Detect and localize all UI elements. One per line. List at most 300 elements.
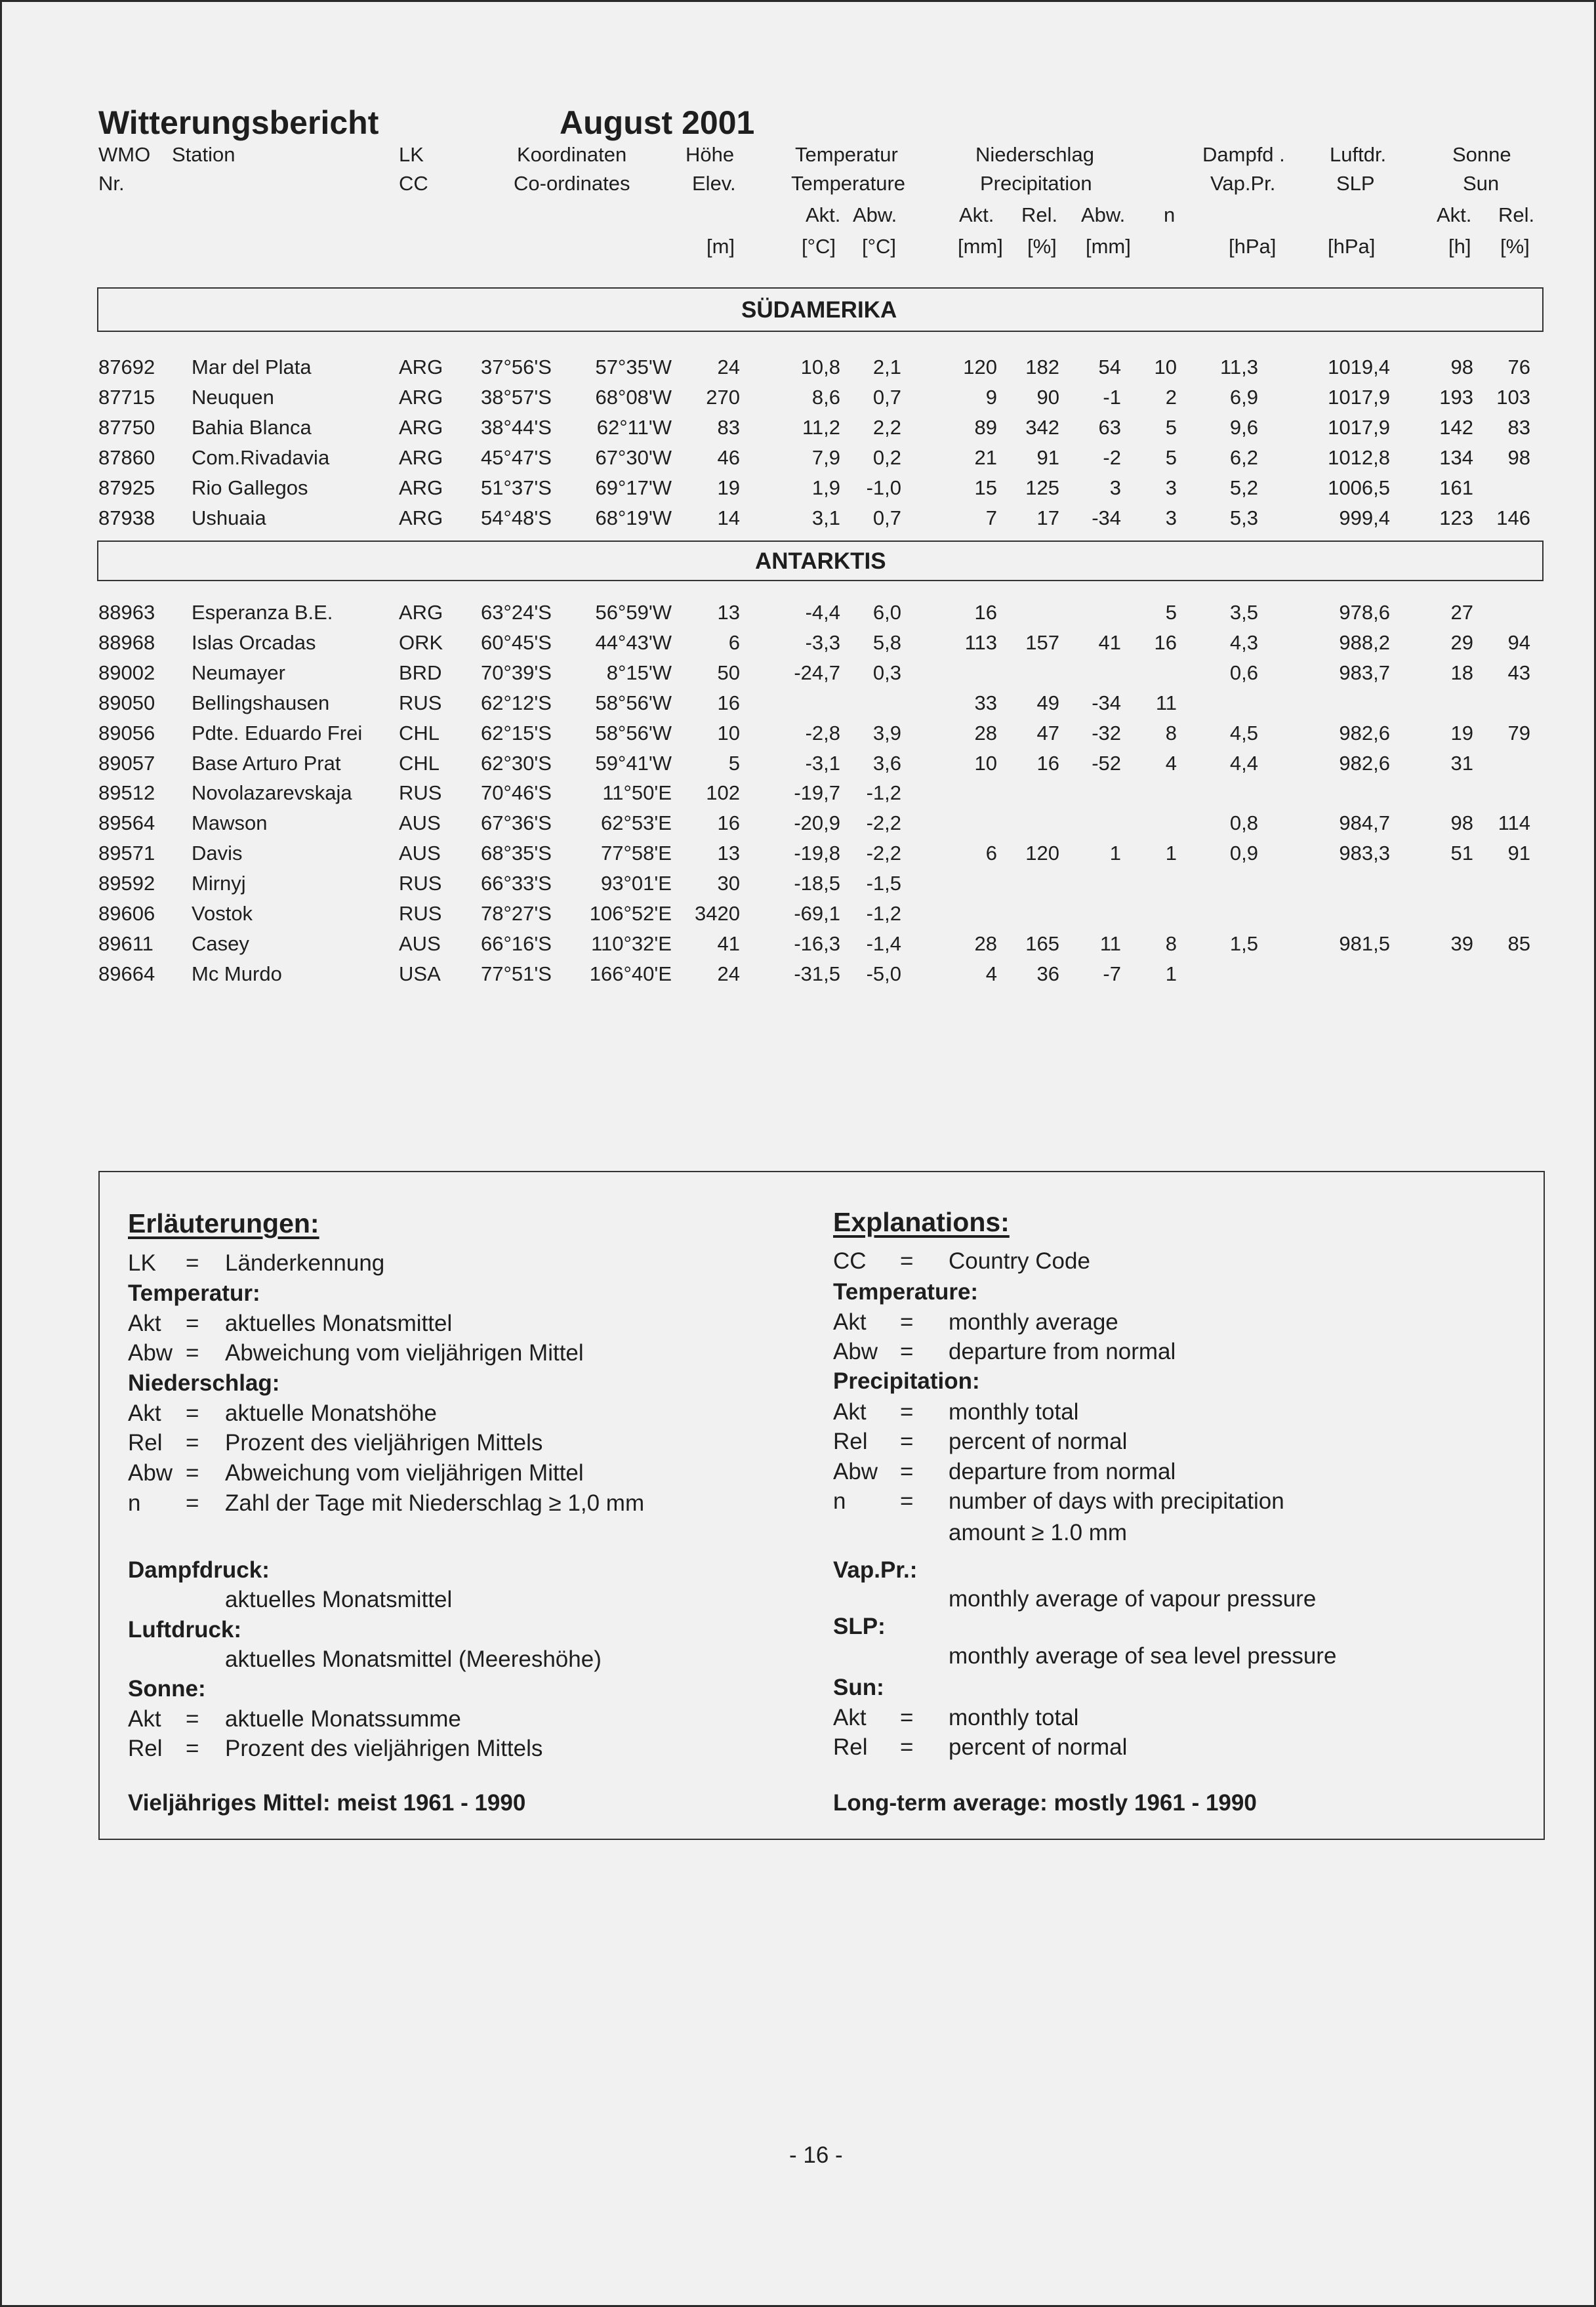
cell-nr: 89606 bbox=[98, 902, 155, 925]
explanation-subheading: Niederschlag: bbox=[128, 1370, 280, 1396]
cell-p-abw: 3 bbox=[1109, 476, 1121, 499]
cell-lon: 44°43'W bbox=[595, 630, 672, 654]
cell-vap: 0,9 bbox=[1229, 842, 1258, 865]
cell-n: 8 bbox=[1165, 931, 1177, 955]
cell-cc: ARG bbox=[399, 385, 443, 409]
explanation-abbreviation: n bbox=[128, 1490, 141, 1516]
cell-elev: 13 bbox=[717, 842, 740, 865]
cell-station: Casey bbox=[192, 931, 249, 955]
header-coordinates: Co-ordinates bbox=[514, 172, 630, 195]
cell-s-rel: 94 bbox=[1507, 630, 1530, 654]
cell-lon: 58°56'W bbox=[595, 721, 672, 745]
header-temp-unit-abw: [°C] bbox=[862, 235, 897, 258]
explanation-text: amount ≥ 1.0 mm bbox=[949, 1520, 1128, 1545]
cell-p-akt: 33 bbox=[974, 691, 997, 714]
explanation-abbreviation: Akt bbox=[128, 1311, 161, 1336]
cell-n: 16 bbox=[1154, 630, 1177, 654]
explanation-abbreviation: Akt bbox=[128, 1400, 161, 1426]
cell-lat: 62°15'S bbox=[481, 721, 552, 745]
explanation-subheading: Sun: bbox=[833, 1675, 884, 1700]
cell-p-akt: 21 bbox=[974, 445, 997, 469]
header-prec-unit-akt: [mm] bbox=[958, 235, 1003, 258]
section-title-antarktis: ANTARKTIS bbox=[755, 548, 886, 574]
cell-p-abw: 41 bbox=[1098, 630, 1121, 654]
explanations-heading: Explanations: bbox=[833, 1207, 1010, 1237]
header-temperatur: Temperatur bbox=[795, 143, 898, 166]
cell-station: Novolazarevskaja bbox=[192, 781, 352, 805]
cell-cc: RUS bbox=[399, 691, 442, 714]
cell-elev: 16 bbox=[717, 811, 740, 835]
header-wmo: WMO bbox=[98, 143, 151, 166]
explanation-equals: = bbox=[900, 1488, 914, 1514]
header-station: Station bbox=[172, 143, 235, 166]
cell-slp: 1019,4 bbox=[1328, 356, 1390, 378]
cell-lon: 8°15'W bbox=[606, 661, 672, 684]
explanation-equals: = bbox=[186, 1706, 199, 1732]
header-niederschlag: Niederschlag bbox=[975, 143, 1094, 166]
cell-lat: 77°51'S bbox=[481, 962, 552, 985]
cell-s-rel: 91 bbox=[1507, 842, 1530, 865]
cell-t-abw: -1,5 bbox=[866, 872, 901, 895]
cell-lon: 57°35'W bbox=[595, 356, 672, 378]
cell-t-akt: -2,8 bbox=[805, 721, 840, 745]
cell-nr: 89512 bbox=[98, 781, 155, 805]
cell-vap: 0,8 bbox=[1229, 811, 1258, 835]
cell-lat: 51°37'S bbox=[481, 476, 552, 499]
cell-nr: 89057 bbox=[98, 751, 155, 775]
header-precipitation: Precipitation bbox=[980, 172, 1092, 195]
report-month: August 2001 bbox=[560, 104, 755, 141]
cell-s-rel: 85 bbox=[1507, 931, 1530, 955]
cell-vap: 3,5 bbox=[1229, 601, 1258, 624]
cell-lon: 68°08'W bbox=[595, 385, 672, 409]
explanation-equals: = bbox=[900, 1705, 914, 1730]
explanation-abbreviation: Abw bbox=[833, 1339, 878, 1364]
explanation-abbreviation: Abw bbox=[128, 1460, 173, 1486]
cell-p-rel: 17 bbox=[1036, 506, 1059, 529]
cell-n: 1 bbox=[1165, 962, 1177, 985]
header-temp-unit-akt: [°C] bbox=[802, 235, 836, 258]
cell-lat: 68°35'S bbox=[481, 842, 552, 865]
cell-cc: CHL bbox=[399, 751, 440, 775]
cell-s-rel: 103 bbox=[1496, 385, 1530, 409]
cell-lat: 66°16'S bbox=[481, 931, 552, 955]
cell-s-rel: 146 bbox=[1496, 506, 1530, 529]
explanation-text: departure from normal bbox=[949, 1459, 1176, 1484]
cell-t-akt: -24,7 bbox=[794, 661, 840, 684]
explanation-abbreviation: Rel bbox=[833, 1429, 868, 1454]
cell-s-akt: 19 bbox=[1450, 721, 1473, 745]
explanation-equals: = bbox=[186, 1736, 199, 1761]
cell-cc: ARG bbox=[399, 506, 443, 529]
cell-lat: 54°48'S bbox=[481, 506, 552, 529]
cell-lat: 70°46'S bbox=[481, 781, 552, 805]
header-hoehe: Höhe bbox=[685, 143, 735, 166]
explanation-equals: = bbox=[900, 1248, 914, 1274]
cell-s-rel: 76 bbox=[1507, 356, 1530, 378]
cell-t-abw: -1,0 bbox=[866, 476, 901, 499]
cell-lon: 77°58'E bbox=[601, 842, 672, 865]
header-nr: Nr. bbox=[98, 172, 125, 195]
cell-s-akt: 29 bbox=[1450, 630, 1473, 654]
cell-t-akt: 11,2 bbox=[802, 415, 840, 439]
explanation-equals: = bbox=[186, 1250, 199, 1276]
cell-p-abw: -52 bbox=[1092, 751, 1121, 775]
cell-lat: 62°12'S bbox=[481, 691, 552, 714]
cell-lat: 38°44'S bbox=[481, 415, 552, 439]
cell-lon: 58°56'W bbox=[595, 691, 672, 714]
cell-t-akt: -69,1 bbox=[794, 902, 840, 925]
cell-t-akt: -4,4 bbox=[805, 601, 840, 624]
explanation-text: percent of normal bbox=[949, 1734, 1128, 1760]
cell-s-rel: 79 bbox=[1507, 721, 1530, 745]
explanation-equals: = bbox=[186, 1460, 199, 1486]
cell-nr: 89056 bbox=[98, 721, 155, 745]
cell-n: 8 bbox=[1165, 721, 1177, 745]
cell-n: 11 bbox=[1155, 691, 1177, 714]
cell-p-rel: 120 bbox=[1025, 842, 1059, 865]
cell-t-akt: -19,8 bbox=[794, 842, 840, 865]
cell-s-akt: 31 bbox=[1450, 751, 1473, 775]
cell-elev: 102 bbox=[706, 781, 740, 805]
cell-n: 3 bbox=[1165, 476, 1177, 499]
cell-t-akt: -16,3 bbox=[794, 931, 840, 955]
cell-lon: 110°32'E bbox=[591, 931, 672, 955]
cell-p-akt: 28 bbox=[974, 931, 997, 955]
cell-station: Com.Rivadavia bbox=[192, 445, 330, 469]
cell-elev: 50 bbox=[717, 661, 740, 684]
cell-n: 5 bbox=[1165, 445, 1177, 469]
cell-station: Bahia Blanca bbox=[192, 415, 312, 439]
cell-vap: 9,6 bbox=[1229, 415, 1258, 439]
cell-t-abw: -1,2 bbox=[866, 781, 901, 805]
cell-cc: BRD bbox=[399, 661, 442, 684]
explanation-subheading: Temperature: bbox=[833, 1279, 979, 1305]
cell-station: Mc Murdo bbox=[192, 962, 282, 985]
cell-nr: 88968 bbox=[98, 630, 155, 654]
header-prec-unit-rel: [%] bbox=[1027, 235, 1057, 258]
cell-nr: 89564 bbox=[98, 811, 155, 835]
cell-slp: 999,4 bbox=[1339, 506, 1390, 529]
header-sonne: Sonne bbox=[1452, 143, 1511, 166]
cell-lon: 59°41'W bbox=[595, 751, 672, 775]
explanation-abbreviation: Akt bbox=[833, 1309, 867, 1335]
explanation-equals: = bbox=[186, 1340, 199, 1366]
cell-lat: 38°57'S bbox=[481, 385, 552, 409]
header-unit-hpa1: [hPa] bbox=[1229, 235, 1277, 258]
cell-slp: 982,6 bbox=[1339, 721, 1390, 745]
explanation-equals: = bbox=[186, 1311, 199, 1336]
cell-nr: 89664 bbox=[98, 962, 155, 985]
explanation-subheading: Long-term average: mostly 1961 - 1990 bbox=[833, 1790, 1257, 1816]
cell-lon: 62°11'W bbox=[596, 415, 672, 439]
cell-elev: 3420 bbox=[695, 902, 740, 925]
header-slp: SLP bbox=[1336, 172, 1375, 195]
cell-elev: 24 bbox=[717, 962, 740, 985]
cell-slp: 984,7 bbox=[1339, 811, 1390, 835]
cell-cc: CHL bbox=[399, 721, 440, 745]
cell-cc: ARG bbox=[399, 415, 443, 439]
explanation-equals: = bbox=[186, 1430, 199, 1456]
cell-p-akt: 9 bbox=[985, 385, 997, 409]
cell-elev: 41 bbox=[717, 931, 740, 955]
cell-p-akt: 28 bbox=[974, 721, 997, 745]
cell-nr: 87925 bbox=[98, 476, 155, 499]
cell-lat: 62°30'S bbox=[481, 751, 552, 775]
cell-t-akt: -20,9 bbox=[794, 811, 840, 835]
cell-s-akt: 98 bbox=[1450, 356, 1473, 378]
cell-s-akt: 27 bbox=[1450, 601, 1473, 624]
cell-t-abw: -1,2 bbox=[866, 902, 901, 925]
cell-t-akt: -3,3 bbox=[805, 630, 840, 654]
cell-p-akt: 113 bbox=[964, 630, 997, 654]
header-unit-hpa2: [hPa] bbox=[1328, 235, 1376, 258]
cell-station: Bellingshausen bbox=[192, 691, 330, 714]
cell-station: Neumayer bbox=[192, 661, 285, 684]
cell-lat: 67°36'S bbox=[481, 811, 552, 835]
cell-elev: 14 bbox=[717, 506, 740, 529]
explanation-subheading: Precipitation: bbox=[833, 1368, 980, 1394]
cell-station: Neuquen bbox=[192, 385, 274, 409]
header-sun-unit-akt: [h] bbox=[1448, 235, 1471, 258]
cell-p-akt: 15 bbox=[974, 476, 997, 499]
cell-elev: 16 bbox=[717, 691, 740, 714]
header-prec-abw: Abw. bbox=[1081, 203, 1126, 226]
cell-slp: 1006,5 bbox=[1328, 476, 1390, 499]
cell-vap: 4,5 bbox=[1229, 721, 1258, 745]
cell-p-rel: 157 bbox=[1025, 630, 1059, 654]
cell-t-akt: 7,9 bbox=[811, 445, 840, 469]
explanation-subheading: Sonne: bbox=[128, 1676, 206, 1702]
cell-station: Vostok bbox=[192, 902, 253, 925]
explanation-abbreviation: Abw bbox=[128, 1340, 173, 1366]
cell-t-abw: -2,2 bbox=[866, 811, 901, 835]
explanation-equals: = bbox=[186, 1490, 199, 1516]
cell-p-rel: 342 bbox=[1025, 415, 1059, 439]
cell-nr: 87715 bbox=[98, 385, 155, 409]
cell-t-abw: 3,6 bbox=[872, 751, 901, 775]
cell-cc: AUS bbox=[399, 842, 441, 865]
header-prec-akt: Akt. bbox=[959, 203, 994, 226]
cell-t-akt: -18,5 bbox=[794, 872, 840, 895]
cell-elev: 6 bbox=[728, 630, 740, 654]
cell-p-abw: -2 bbox=[1103, 445, 1121, 469]
cell-t-abw: 0,2 bbox=[872, 445, 901, 469]
cell-t-akt: -3,1 bbox=[805, 751, 840, 775]
cell-station: Pdte. Eduardo Frei bbox=[192, 721, 363, 745]
cell-p-rel: 36 bbox=[1036, 962, 1059, 985]
cell-slp: 1017,9 bbox=[1328, 415, 1390, 439]
cell-nr: 87692 bbox=[98, 356, 155, 378]
explanation-subheading: Luftdruck: bbox=[128, 1617, 242, 1643]
cell-elev: 24 bbox=[717, 356, 740, 378]
explanation-text: Country Code bbox=[949, 1248, 1090, 1274]
page-number: - 16 - bbox=[789, 2142, 843, 2168]
cell-station: Islas Orcadas bbox=[192, 630, 316, 654]
explanation-text: monthly average of sea level pressure bbox=[949, 1643, 1337, 1669]
cell-t-abw: 0,7 bbox=[872, 385, 901, 409]
cell-n: 10 bbox=[1154, 356, 1177, 378]
cell-cc: ORK bbox=[399, 630, 443, 654]
explanation-text: Zahl der Tage mit Niederschlag ≥ 1,0 mm bbox=[225, 1490, 645, 1516]
cell-p-rel: 49 bbox=[1036, 691, 1059, 714]
explanation-subheading: Temperatur: bbox=[128, 1280, 260, 1306]
cell-elev: 19 bbox=[717, 476, 740, 499]
cell-t-abw: -5,0 bbox=[866, 962, 901, 985]
cell-lat: 66°33'S bbox=[481, 872, 552, 895]
cell-t-abw: 3,9 bbox=[872, 721, 901, 745]
cell-nr: 87750 bbox=[98, 415, 155, 439]
cell-t-abw: -1,4 bbox=[866, 931, 901, 955]
explanation-text: monthly total bbox=[949, 1399, 1079, 1425]
cell-cc: ARG bbox=[399, 476, 443, 499]
header-vappr: Vap.Pr. bbox=[1210, 172, 1276, 195]
explanation-equals: = bbox=[186, 1400, 199, 1426]
cell-elev: 5 bbox=[728, 751, 740, 775]
cell-p-rel: 90 bbox=[1036, 385, 1059, 409]
explanation-equals: = bbox=[900, 1339, 914, 1364]
cell-t-abw: 0,3 bbox=[872, 661, 901, 684]
cell-lon: 56°59'W bbox=[595, 601, 672, 624]
cell-t-akt: 8,6 bbox=[811, 385, 840, 409]
cell-p-abw: 54 bbox=[1098, 356, 1121, 378]
cell-cc: RUS bbox=[399, 902, 442, 925]
explanation-text: Länderkennung bbox=[225, 1250, 385, 1276]
explanation-text: aktuelles Monatsmittel (Meereshöhe) bbox=[225, 1646, 602, 1672]
cell-p-rel: 16 bbox=[1036, 751, 1059, 775]
cell-elev: 10 bbox=[717, 721, 740, 745]
cell-p-rel: 182 bbox=[1025, 356, 1059, 378]
cell-s-akt: 18 bbox=[1450, 661, 1473, 684]
header-koordinaten: Koordinaten bbox=[517, 143, 627, 166]
cell-s-akt: 123 bbox=[1439, 506, 1473, 529]
cell-nr: 89002 bbox=[98, 661, 155, 684]
cell-cc: RUS bbox=[399, 781, 442, 805]
cell-p-abw: 63 bbox=[1098, 415, 1121, 439]
cell-p-abw: -1 bbox=[1103, 385, 1121, 409]
explanation-equals: = bbox=[900, 1459, 914, 1484]
explanation-text: aktuelle Monatssumme bbox=[225, 1706, 461, 1732]
cell-t-abw: -2,2 bbox=[866, 842, 901, 865]
cell-slp: 983,7 bbox=[1339, 661, 1390, 684]
cell-elev: 83 bbox=[717, 415, 740, 439]
cell-lon: 11°50'E bbox=[602, 781, 672, 805]
cell-lat: 78°27'S bbox=[481, 902, 552, 925]
cell-elev: 46 bbox=[717, 445, 740, 469]
header-dampfd: Dampfd . bbox=[1202, 143, 1285, 166]
cell-s-rel: 98 bbox=[1507, 445, 1530, 469]
cell-p-abw: 11 bbox=[1099, 931, 1121, 955]
cell-lat: 60°45'S bbox=[481, 630, 552, 654]
cell-t-abw: 5,8 bbox=[872, 630, 901, 654]
cell-vap: 4,3 bbox=[1229, 630, 1258, 654]
cell-s-akt: 142 bbox=[1439, 415, 1473, 439]
explanation-abbreviation: Akt bbox=[128, 1706, 161, 1732]
explanation-equals: = bbox=[900, 1734, 914, 1760]
header-sun: Sun bbox=[1463, 172, 1500, 195]
header-sun-unit-rel: [%] bbox=[1500, 235, 1530, 258]
cell-t-akt: 10,8 bbox=[800, 356, 840, 378]
cell-nr: 88963 bbox=[98, 601, 155, 624]
cell-s-akt: 98 bbox=[1450, 811, 1473, 835]
cell-p-akt: 89 bbox=[974, 415, 997, 439]
header-temp-akt: Akt. bbox=[806, 203, 841, 226]
cell-slp: 981,5 bbox=[1339, 931, 1390, 955]
cell-cc: ARG bbox=[399, 445, 443, 469]
cell-slp: 983,3 bbox=[1339, 842, 1390, 865]
header-sun-rel: Rel. bbox=[1498, 203, 1535, 226]
cell-p-akt: 10 bbox=[974, 751, 997, 775]
cell-slp: 982,6 bbox=[1339, 751, 1390, 775]
report-title: Witterungsbericht bbox=[98, 104, 379, 141]
explanation-text: aktuelles Monatsmittel bbox=[225, 1587, 453, 1612]
cell-n: 3 bbox=[1165, 506, 1177, 529]
explanation-text: Abweichung vom vieljährigen Mittel bbox=[225, 1340, 584, 1366]
explanation-abbreviation: Rel bbox=[128, 1736, 163, 1761]
header-sun-akt: Akt. bbox=[1437, 203, 1472, 226]
cell-nr: 89611 bbox=[98, 931, 153, 955]
cell-station: Davis bbox=[192, 842, 243, 865]
header-prec-n: n bbox=[1164, 203, 1176, 226]
header-prec-unit-abw: [mm] bbox=[1086, 235, 1131, 258]
header-prec-rel: Rel. bbox=[1021, 203, 1058, 226]
explanation-equals: = bbox=[900, 1429, 914, 1454]
header-lk: LK bbox=[399, 143, 424, 166]
cell-t-abw: 6,0 bbox=[872, 601, 901, 624]
header-temp-abw: Abw. bbox=[853, 203, 897, 226]
cell-slp: 1012,8 bbox=[1328, 445, 1390, 469]
cell-vap: 1,5 bbox=[1229, 931, 1258, 955]
cell-nr: 89592 bbox=[98, 872, 155, 895]
cell-vap: 4,4 bbox=[1229, 751, 1258, 775]
cell-s-akt: 193 bbox=[1439, 385, 1473, 409]
cell-slp: 1017,9 bbox=[1328, 385, 1390, 409]
explanation-abbreviation: Rel bbox=[833, 1734, 868, 1760]
cell-t-akt: -19,7 bbox=[794, 781, 840, 805]
cell-t-abw: 2,2 bbox=[872, 415, 901, 439]
cell-p-akt: 6 bbox=[985, 842, 997, 865]
cell-lat: 45°47'S bbox=[481, 445, 552, 469]
cell-s-akt: 51 bbox=[1450, 842, 1473, 865]
explanation-subheading: Vieljähriges Mittel: meist 1961 - 1990 bbox=[128, 1790, 526, 1816]
cell-elev: 270 bbox=[706, 385, 740, 409]
cell-t-abw: 2,1 bbox=[872, 356, 901, 378]
cell-p-abw: -34 bbox=[1092, 506, 1121, 529]
header-luftdr: Luftdr. bbox=[1330, 143, 1387, 166]
cell-p-akt: 4 bbox=[985, 962, 997, 985]
explanation-subheading: Vap.Pr.: bbox=[833, 1557, 918, 1583]
header-elev: Elev. bbox=[692, 172, 736, 195]
cell-n: 5 bbox=[1165, 601, 1177, 624]
cell-vap: 6,2 bbox=[1229, 445, 1258, 469]
explanation-equals: = bbox=[900, 1309, 914, 1335]
cell-elev: 13 bbox=[717, 601, 740, 624]
explanation-text: monthly average bbox=[949, 1309, 1118, 1335]
header-cc: CC bbox=[399, 172, 428, 195]
cell-elev: 30 bbox=[717, 872, 740, 895]
cell-t-akt: -31,5 bbox=[794, 962, 840, 985]
cell-vap: 0,6 bbox=[1229, 661, 1258, 684]
cell-p-abw: -32 bbox=[1092, 721, 1121, 745]
cell-lat: 63°24'S bbox=[481, 601, 552, 624]
explanation-abbreviation: n bbox=[833, 1488, 846, 1514]
cell-cc: AUS bbox=[399, 931, 441, 955]
header-unit-m: [m] bbox=[706, 235, 735, 258]
cell-slp: 988,2 bbox=[1339, 630, 1390, 654]
explanation-abbreviation: LK bbox=[128, 1250, 156, 1276]
cell-p-rel: 91 bbox=[1036, 445, 1059, 469]
explanation-abbreviation: CC bbox=[833, 1248, 867, 1274]
